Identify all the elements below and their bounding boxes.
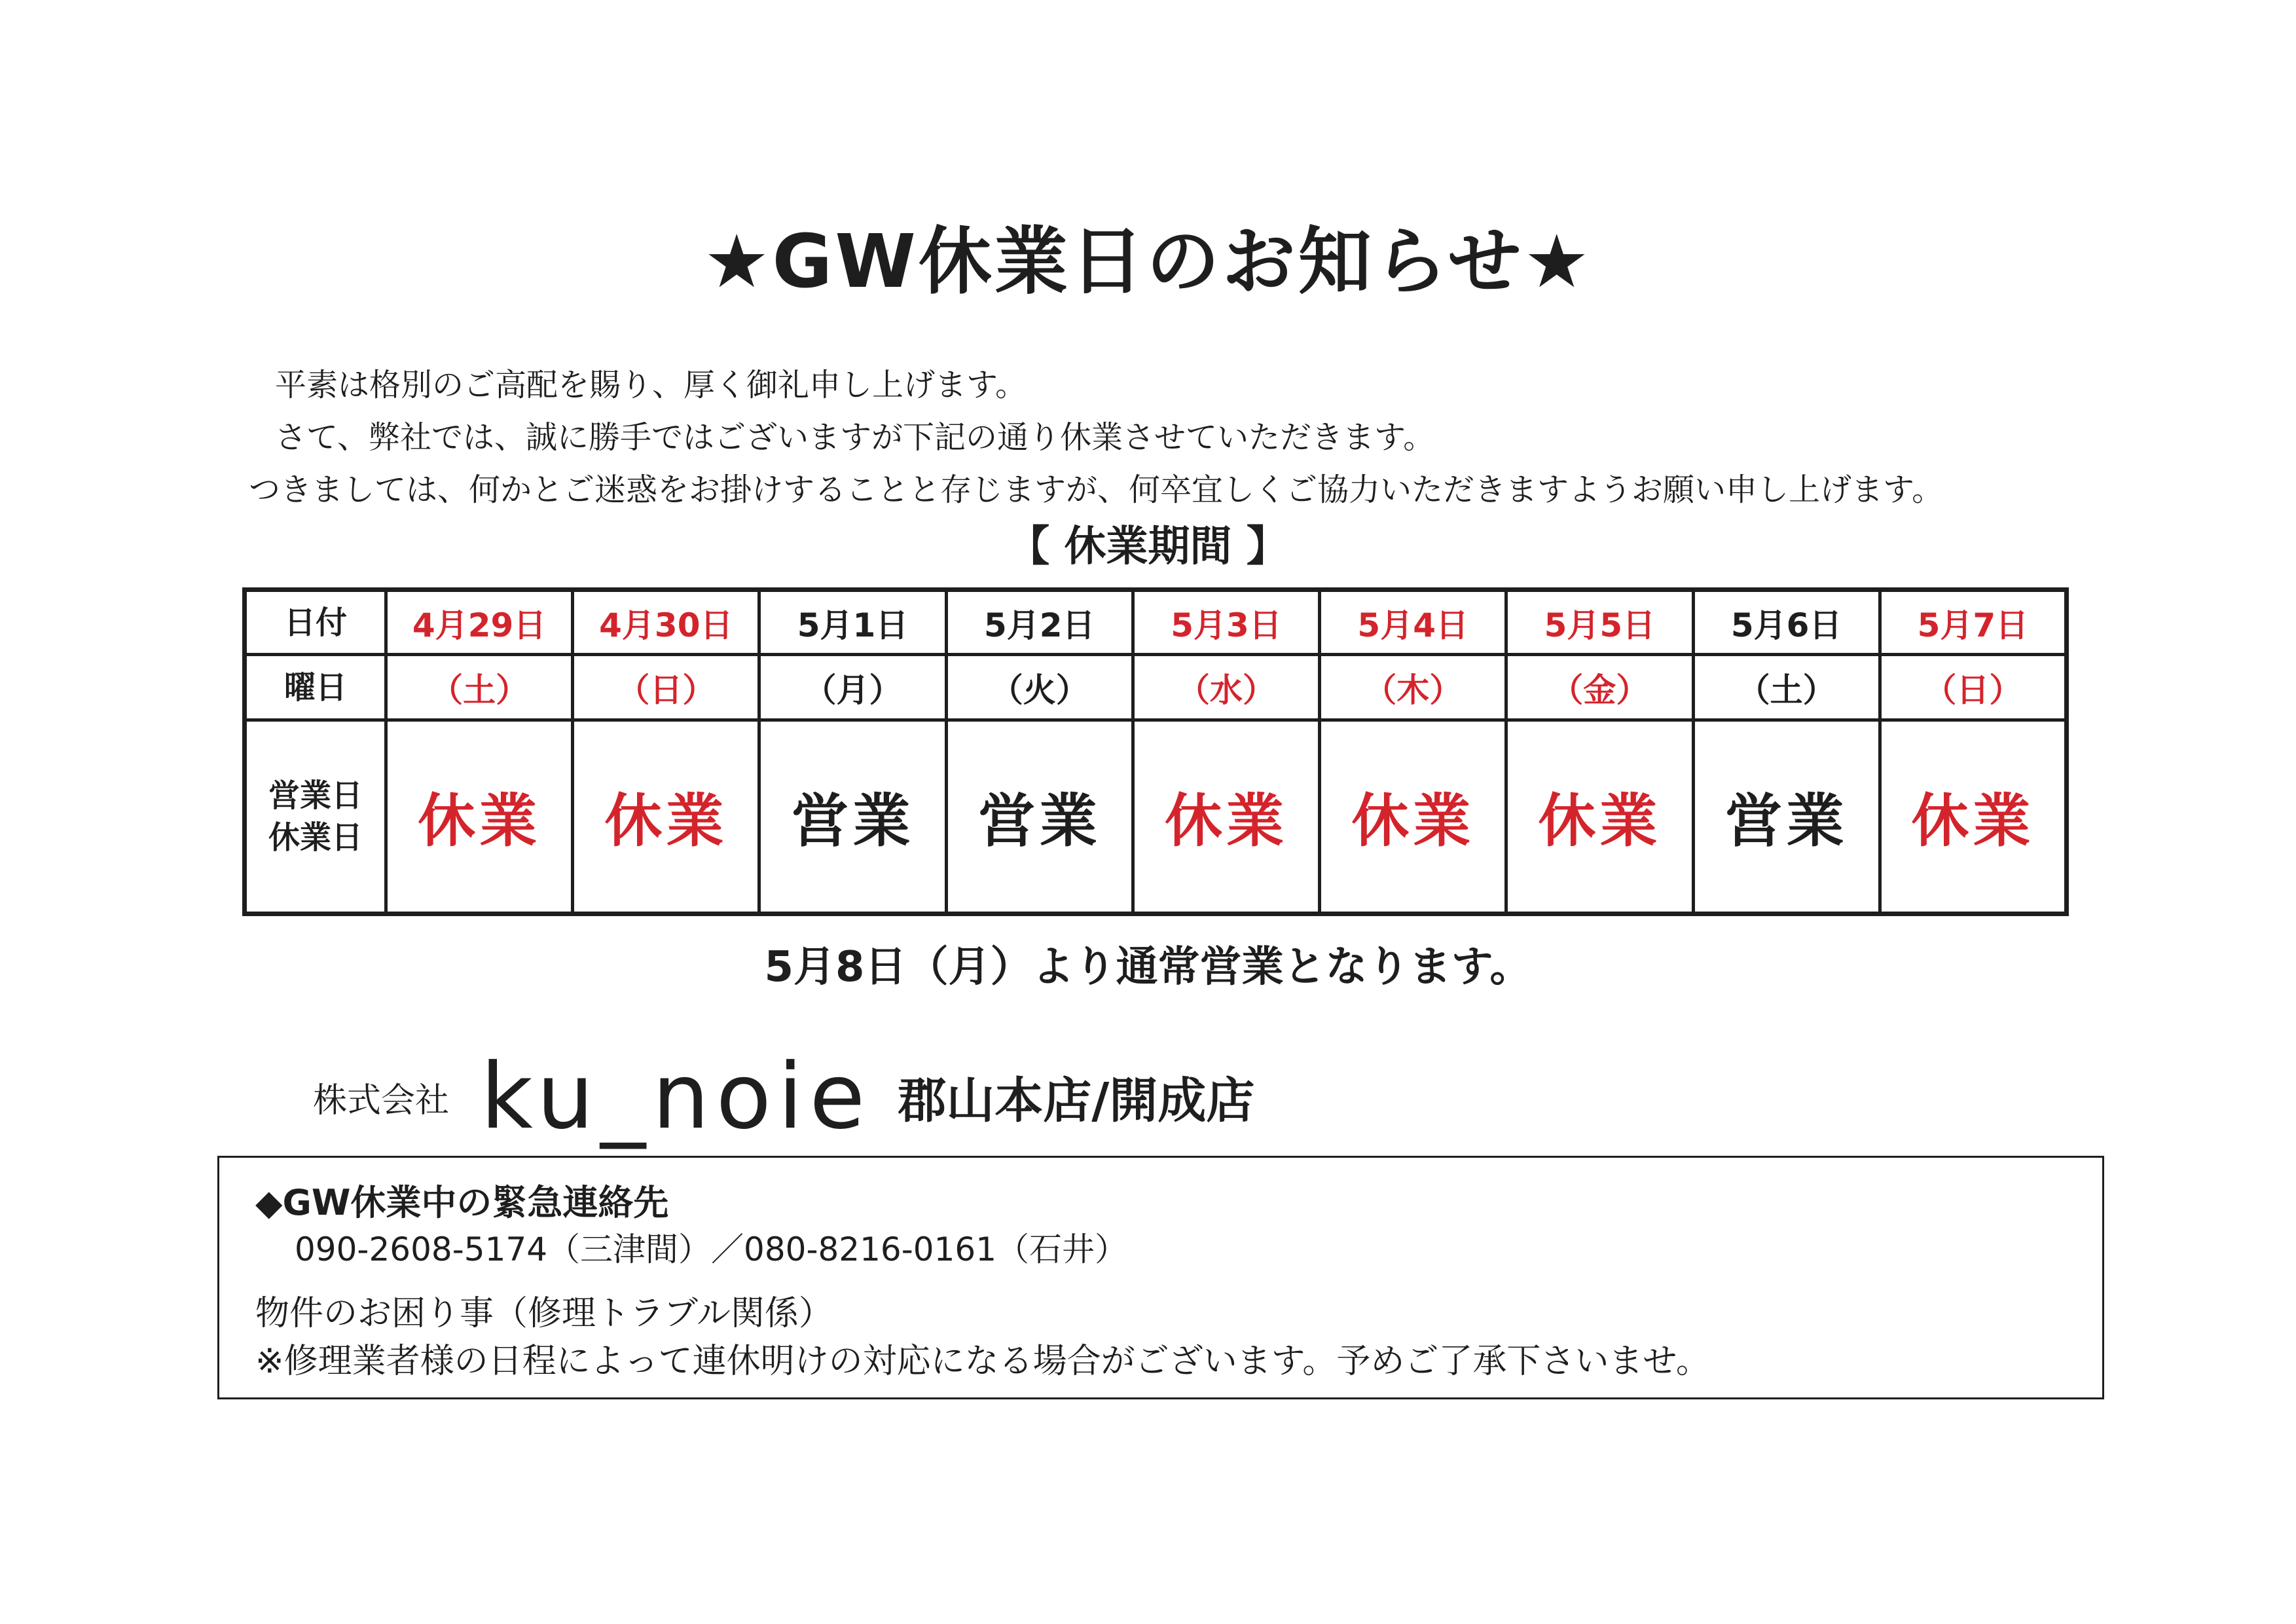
date-cell: 4月29日 xyxy=(386,590,573,655)
resume-notice: 5月8日（月）より通常営業となります。 xyxy=(764,943,1532,991)
date-cell: 5月2日 xyxy=(946,590,1133,655)
weekday-cell: （火） xyxy=(946,655,1133,720)
status-cell: 休業 xyxy=(1133,720,1319,913)
date-cell: 5月5日 xyxy=(1506,590,1693,655)
status-row xyxy=(245,720,2067,913)
status-cell: 休業 xyxy=(1880,720,2066,913)
weekday-cell: （木） xyxy=(1320,655,1506,720)
emergency-phone-numbers: 090-2608-5174（三津間）／080-8216-0161（石井） xyxy=(295,1230,1128,1268)
date-cell: 5月7日 xyxy=(1880,590,2066,655)
holiday-schedule-table xyxy=(242,587,2069,916)
status-cell: 休業 xyxy=(1506,720,1693,913)
status-cell: 休業 xyxy=(386,720,573,913)
date-cell: 5月4日 xyxy=(1320,590,1506,655)
company-type: 株式会社 xyxy=(313,1080,450,1120)
intro-line-3: つきましては、何かとご迷惑をお掛けすることと存じますが、何卒宜しくご協力いただきますようお願い申し上げます。 xyxy=(249,471,1944,508)
status-cell: 営業 xyxy=(759,720,946,913)
weekday-row xyxy=(245,655,2067,720)
date-row xyxy=(245,590,2067,655)
row-header-status-line2: 休業日 xyxy=(268,819,363,856)
brand-logo: ku_noie xyxy=(481,1044,872,1149)
repair-schedule-note: ※修理業者様の日程によって連休明けの対応になる場合がございます。予めご了承下さいませ。 xyxy=(255,1342,1710,1381)
status-cell: 休業 xyxy=(573,720,759,913)
weekday-cell: （日） xyxy=(1880,655,2066,720)
closure-period-heading: 【 休業期間 】 xyxy=(1008,523,1288,571)
row-header-date: 日付 xyxy=(245,590,386,655)
status-cell: 営業 xyxy=(946,720,1133,913)
emergency-contact-box xyxy=(217,1156,2104,1399)
date-cell: 5月6日 xyxy=(1693,590,1880,655)
row-header-status-line1: 営業日 xyxy=(268,777,363,814)
property-trouble-label: 物件のお困り事（修理トラブル関係） xyxy=(255,1294,833,1333)
intro-text xyxy=(249,359,1943,516)
date-cell: 5月1日 xyxy=(759,590,946,655)
emergency-contact-title: ◆GW休業中の緊急連絡先 xyxy=(255,1182,669,1223)
weekday-cell: （金） xyxy=(1506,655,1693,720)
weekday-cell: （日） xyxy=(573,655,759,720)
status-cell: 営業 xyxy=(1693,720,1880,913)
weekday-cell: （水） xyxy=(1133,655,1319,720)
intro-line-1: 平素は格別のご高配を賜り、厚く御礼申し上げます。 xyxy=(275,367,1027,403)
store-names: 郡山本店/開成店 xyxy=(898,1073,1255,1129)
row-header-weekday: 曜日 xyxy=(245,655,386,720)
weekday-cell: （月） xyxy=(759,655,946,720)
intro-line-2: さて、弊社では、誠に勝手ではございますが下記の通り休業させていただきます。 xyxy=(275,419,1435,456)
row-header-status xyxy=(245,720,386,913)
weekday-cell: （土） xyxy=(386,655,573,720)
weekday-cell: （土） xyxy=(1693,655,1880,720)
date-cell: 5月3日 xyxy=(1133,590,1319,655)
company-signature xyxy=(313,1044,1255,1149)
date-cell: 4月30日 xyxy=(573,590,759,655)
status-cell: 休業 xyxy=(1320,720,1506,913)
page-title: ★GW休業日のお知らせ★ xyxy=(704,219,1592,304)
